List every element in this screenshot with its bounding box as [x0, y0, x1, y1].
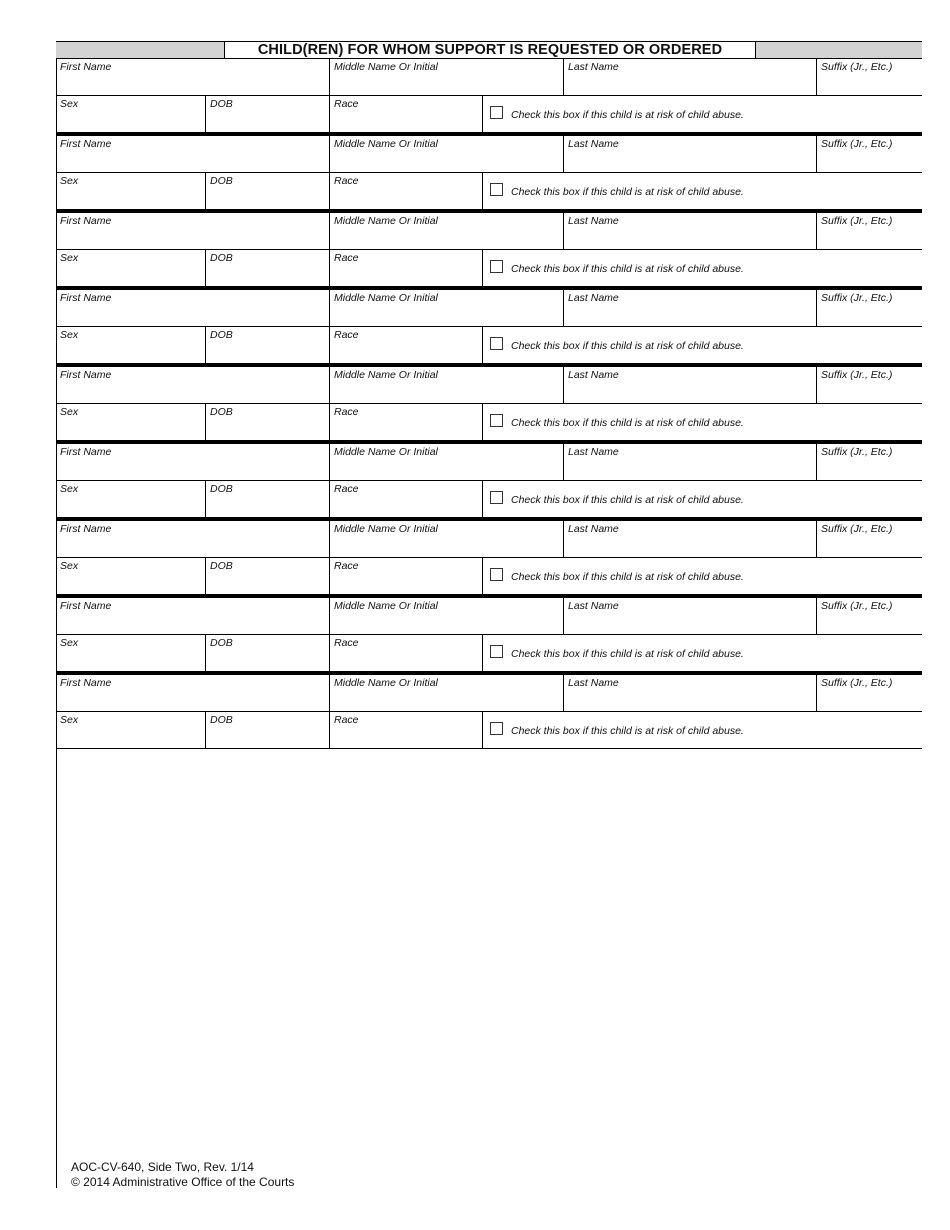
last-name-field[interactable]: [563, 367, 816, 403]
risk-checkbox[interactable]: [490, 183, 503, 196]
race-field[interactable]: [329, 558, 482, 594]
suffix-field[interactable]: [816, 521, 922, 557]
last-name-label: Last Name: [568, 677, 619, 689]
risk-check-label: Check this box if this child is at risk of child abuse.: [511, 186, 744, 198]
copyright-notice: © 2014 Administrative Office of the Courts: [71, 1175, 295, 1189]
child-details-row: [56, 481, 922, 518]
sex-label: Sex: [60, 329, 79, 341]
risk-check-label: Check this box if this child is at risk of child abuse.: [511, 494, 744, 506]
child-details-row: [56, 712, 922, 749]
sex-label: Sex: [60, 483, 79, 495]
last-name-label: Last Name: [568, 523, 619, 535]
risk-checkbox[interactable]: [490, 260, 503, 273]
risk-checkbox[interactable]: [490, 491, 503, 504]
child-entry-2: [56, 133, 922, 210]
dob-field[interactable]: [205, 173, 329, 209]
dob-field[interactable]: [205, 712, 329, 748]
risk-check-cell: [482, 173, 922, 209]
suffix-label: Suffix (Jr., Etc.): [821, 138, 893, 150]
child-details-row: [56, 404, 922, 441]
dob-label: DOB: [210, 406, 233, 418]
last-name-field[interactable]: [563, 59, 816, 95]
middle-name-label: Middle Name Or Initial: [334, 369, 438, 381]
race-label: Race: [334, 252, 359, 264]
dob-field[interactable]: [205, 96, 329, 132]
race-field[interactable]: [329, 96, 482, 132]
sex-field[interactable]: [56, 250, 205, 286]
first-name-field[interactable]: [56, 59, 329, 95]
risk-check-cell: [482, 327, 922, 363]
middle-name-field[interactable]: [329, 59, 563, 95]
child-entry-9: [56, 672, 922, 749]
race-label: Race: [334, 483, 359, 495]
dob-label: DOB: [210, 637, 233, 649]
form-footer: [71, 1160, 294, 1190]
risk-check-label: Check this box if this child is at risk of child abuse.: [511, 109, 744, 121]
sex-label: Sex: [60, 406, 79, 418]
race-label: Race: [334, 560, 359, 572]
sex-field[interactable]: [56, 404, 205, 440]
suffix-label: Suffix (Jr., Etc.): [821, 600, 893, 612]
risk-checkbox[interactable]: [490, 645, 503, 658]
child-details-row: [56, 635, 922, 672]
middle-name-label: Middle Name Or Initial: [334, 446, 438, 458]
sex-field[interactable]: [56, 712, 205, 748]
risk-check-cell: [482, 558, 922, 594]
sex-label: Sex: [60, 714, 79, 726]
middle-name-label: Middle Name Or Initial: [334, 600, 438, 612]
risk-check-cell: [482, 635, 922, 671]
first-name-field[interactable]: [56, 213, 329, 249]
suffix-label: Suffix (Jr., Etc.): [821, 369, 893, 381]
middle-name-field[interactable]: [329, 444, 563, 480]
last-name-label: Last Name: [568, 292, 619, 304]
risk-check-label: Check this box if this child is at risk of child abuse.: [511, 571, 744, 583]
sex-field[interactable]: [56, 327, 205, 363]
middle-name-field[interactable]: [329, 598, 563, 634]
child-name-row: [56, 367, 922, 404]
first-name-label: First Name: [60, 292, 112, 304]
child-entry-7: [56, 518, 922, 595]
risk-check-cell: [482, 712, 922, 748]
race-field[interactable]: [329, 635, 482, 671]
middle-name-label: Middle Name Or Initial: [334, 215, 438, 227]
risk-check-cell: [482, 481, 922, 517]
last-name-label: Last Name: [568, 600, 619, 612]
first-name-label: First Name: [60, 677, 112, 689]
child-name-row: [56, 59, 922, 96]
last-name-label: Last Name: [568, 61, 619, 73]
child-name-row: [56, 598, 922, 635]
dob-label: DOB: [210, 714, 233, 726]
risk-check-cell: [482, 96, 922, 132]
race-field[interactable]: [329, 712, 482, 748]
child-name-row: [56, 444, 922, 481]
middle-name-field[interactable]: [329, 290, 563, 326]
section-title: CHILD(REN) FOR WHOM SUPPORT IS REQUESTED OR ORDERED: [224, 41, 756, 59]
first-name-field[interactable]: [56, 675, 329, 711]
last-name-field[interactable]: [563, 675, 816, 711]
race-label: Race: [334, 98, 359, 110]
dob-label: DOB: [210, 98, 233, 110]
sex-field[interactable]: [56, 173, 205, 209]
dob-label: DOB: [210, 252, 233, 264]
risk-checkbox[interactable]: [490, 337, 503, 350]
child-name-row: [56, 136, 922, 173]
sex-label: Sex: [60, 560, 79, 572]
first-name-label: First Name: [60, 523, 112, 535]
middle-name-label: Middle Name Or Initial: [334, 677, 438, 689]
suffix-field[interactable]: [816, 213, 922, 249]
last-name-label: Last Name: [568, 369, 619, 381]
middle-name-label: Middle Name Or Initial: [334, 138, 438, 150]
race-label: Race: [334, 637, 359, 649]
middle-name-field[interactable]: [329, 521, 563, 557]
dob-field[interactable]: [205, 250, 329, 286]
race-label: Race: [334, 175, 359, 187]
child-details-row: [56, 558, 922, 595]
child-entry-6: [56, 441, 922, 518]
risk-check-label: Check this box if this child is at risk of child abuse.: [511, 417, 744, 429]
child-details-row: [56, 327, 922, 364]
suffix-label: Suffix (Jr., Etc.): [821, 677, 893, 689]
last-name-label: Last Name: [568, 138, 619, 150]
form-id: AOC-CV-640, Side Two, Rev. 1/14: [71, 1160, 254, 1174]
risk-checkbox[interactable]: [490, 106, 503, 119]
child-details-row: [56, 96, 922, 133]
last-name-label: Last Name: [568, 215, 619, 227]
risk-check-label: Check this box if this child is at risk of child abuse.: [511, 725, 744, 737]
risk-checkbox[interactable]: [490, 414, 503, 427]
dob-field[interactable]: [205, 481, 329, 517]
sex-label: Sex: [60, 175, 79, 187]
suffix-field[interactable]: [816, 290, 922, 326]
first-name-field[interactable]: [56, 367, 329, 403]
race-label: Race: [334, 329, 359, 341]
child-entry-5: [56, 364, 922, 441]
last-name-field[interactable]: [563, 521, 816, 557]
dob-field[interactable]: [205, 635, 329, 671]
first-name-label: First Name: [60, 61, 112, 73]
child-entry-3: [56, 210, 922, 287]
first-name-label: First Name: [60, 446, 112, 458]
middle-name-field[interactable]: [329, 367, 563, 403]
race-field[interactable]: [329, 481, 482, 517]
suffix-field[interactable]: [816, 444, 922, 480]
suffix-field[interactable]: [816, 675, 922, 711]
first-name-field[interactable]: [56, 290, 329, 326]
race-label: Race: [334, 406, 359, 418]
first-name-field[interactable]: [56, 598, 329, 634]
sex-field[interactable]: [56, 481, 205, 517]
race-field[interactable]: [329, 173, 482, 209]
risk-check-cell: [482, 404, 922, 440]
last-name-field[interactable]: [563, 136, 816, 172]
suffix-label: Suffix (Jr., Etc.): [821, 61, 893, 73]
dob-label: DOB: [210, 175, 233, 187]
sex-field[interactable]: [56, 635, 205, 671]
dob-label: DOB: [210, 560, 233, 572]
first-name-label: First Name: [60, 138, 112, 150]
middle-name-label: Middle Name Or Initial: [334, 523, 438, 535]
sex-field[interactable]: [56, 558, 205, 594]
child-details-row: [56, 250, 922, 287]
sex-field[interactable]: [56, 96, 205, 132]
child-name-row: [56, 521, 922, 558]
race-field[interactable]: [329, 250, 482, 286]
risk-check-label: Check this box if this child is at risk of child abuse.: [511, 340, 744, 352]
race-field[interactable]: [329, 327, 482, 363]
sex-label: Sex: [60, 637, 79, 649]
last-name-field[interactable]: [563, 598, 816, 634]
suffix-label: Suffix (Jr., Etc.): [821, 215, 893, 227]
child-name-row: [56, 675, 922, 712]
suffix-field[interactable]: [816, 367, 922, 403]
dob-label: DOB: [210, 483, 233, 495]
risk-checkbox[interactable]: [490, 568, 503, 581]
race-label: Race: [334, 714, 359, 726]
child-details-row: [56, 173, 922, 210]
first-name-field[interactable]: [56, 444, 329, 480]
sex-label: Sex: [60, 98, 79, 110]
risk-check-label: Check this box if this child is at risk of child abuse.: [511, 648, 744, 660]
risk-check-cell: [482, 250, 922, 286]
risk-checkbox[interactable]: [490, 722, 503, 735]
suffix-field[interactable]: [816, 136, 922, 172]
children-list: [56, 59, 922, 749]
first-name-label: First Name: [60, 215, 112, 227]
child-entry-8: [56, 595, 922, 672]
suffix-label: Suffix (Jr., Etc.): [821, 523, 893, 535]
last-name-field[interactable]: [563, 213, 816, 249]
middle-name-field[interactable]: [329, 675, 563, 711]
first-name-field[interactable]: [56, 521, 329, 557]
child-entry-1: [56, 59, 922, 133]
middle-name-label: Middle Name Or Initial: [334, 292, 438, 304]
dob-field[interactable]: [205, 558, 329, 594]
middle-name-field[interactable]: [329, 213, 563, 249]
last-name-label: Last Name: [568, 446, 619, 458]
suffix-field[interactable]: [816, 59, 922, 95]
middle-name-label: Middle Name Or Initial: [334, 61, 438, 73]
last-name-field[interactable]: [563, 290, 816, 326]
child-name-row: [56, 290, 922, 327]
first-name-field[interactable]: [56, 136, 329, 172]
child-name-row: [56, 213, 922, 250]
child-entry-4: [56, 287, 922, 364]
last-name-field[interactable]: [563, 444, 816, 480]
suffix-label: Suffix (Jr., Etc.): [821, 446, 893, 458]
risk-check-label: Check this box if this child is at risk of child abuse.: [511, 263, 744, 275]
dob-field[interactable]: [205, 404, 329, 440]
suffix-field[interactable]: [816, 598, 922, 634]
dob-label: DOB: [210, 329, 233, 341]
first-name-label: First Name: [60, 600, 112, 612]
first-name-label: First Name: [60, 369, 112, 381]
suffix-label: Suffix (Jr., Etc.): [821, 292, 893, 304]
dob-field[interactable]: [205, 327, 329, 363]
middle-name-field[interactable]: [329, 136, 563, 172]
race-field[interactable]: [329, 404, 482, 440]
sex-label: Sex: [60, 252, 79, 264]
